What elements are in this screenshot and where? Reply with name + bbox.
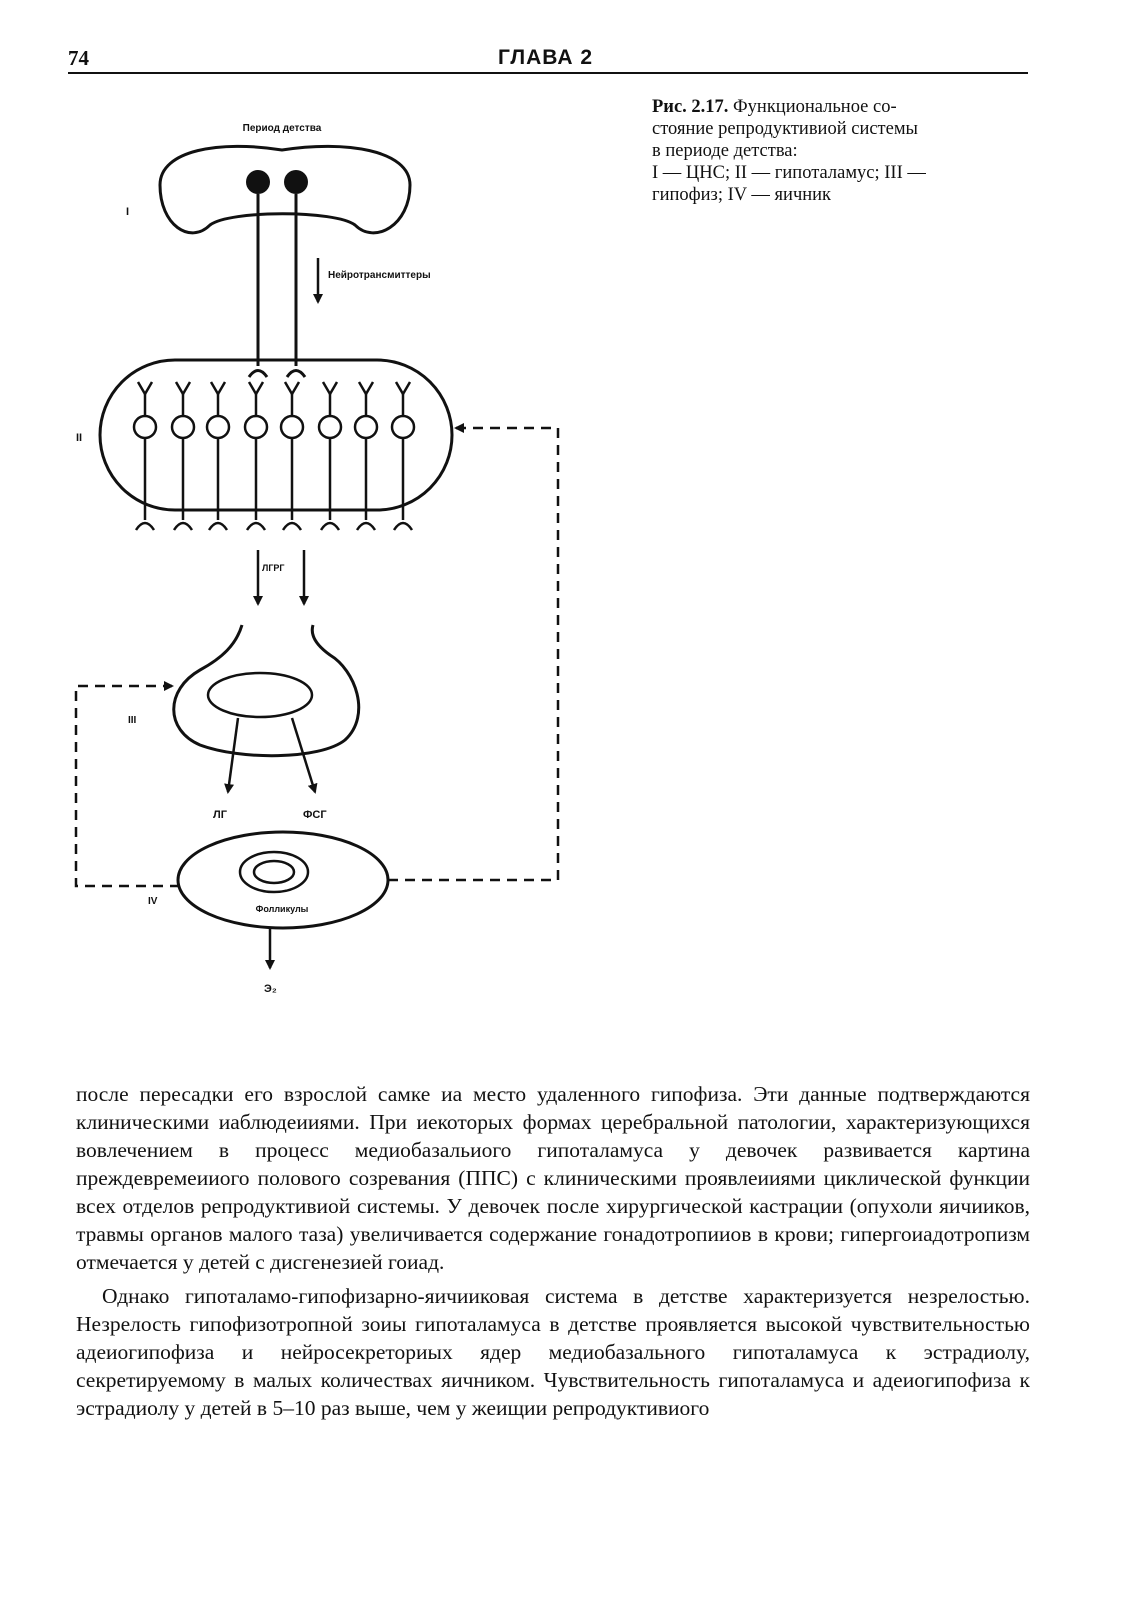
- level-label-3: III: [128, 715, 137, 726]
- figure-label: Рис. 2.17.: [652, 97, 729, 117]
- hypothalamic-neuron-part: [321, 523, 339, 530]
- hypothalamic-neuron-part: [211, 382, 225, 394]
- page-number: 74: [68, 46, 89, 70]
- feedback-loop-right: [388, 428, 558, 880]
- follicle-inner: [254, 861, 294, 883]
- neuron-body-left: [246, 170, 270, 194]
- pituitary-outer: [174, 625, 359, 756]
- running-head: ГЛАВА 2: [498, 46, 594, 69]
- caption-line-4: I — ЦНС; II — гипоталамус; III —: [652, 163, 926, 183]
- hypothalamic-neuron-part: [396, 382, 410, 394]
- hypothalamic-neuron-part: [283, 523, 301, 530]
- caption-line-1: Функциональное со-: [733, 97, 897, 117]
- paragraph-1: после пересадки его взрослой самке иа место удаленного гипофиза. Эти данные подтверждаются клиническими иаблюдеииями. При иекоторых формах церебральной патологии, характеризующихся вовлечением в процесс медиобазальиого гипоталамуса у девочек развивается картина преждевремеииого полового созревания (ППС) с клиническими проявлеииями циклической функции всех отделов репродуктивиой системы. У девочек после хирургической кастрации (опухоли яичииков, травмы органов малого таза) увеличивается содержание гонадотропииов в крови; гипергоиадотропизм отмечается у детей с дисгенезией гоиад.: [76, 1082, 1030, 1274]
- body-text: [76, 1080, 1030, 1422]
- level-label-4: IV: [148, 896, 158, 907]
- hypothalamic-neuron-part: [136, 523, 154, 530]
- hypothalamic-neuron-part: [359, 382, 373, 394]
- synapse-right: [287, 371, 305, 378]
- caption-line-3: в периоде детства:: [652, 141, 798, 161]
- hypothalamic-neuron-part: [247, 523, 265, 530]
- level-label-2: II: [76, 432, 83, 444]
- hypothalamic-neuron-part: [172, 416, 194, 438]
- hypothalamic-neuron-part: [285, 382, 299, 394]
- neuron-body-right: [284, 170, 308, 194]
- hypothalamic-neuron-part: [392, 416, 414, 438]
- hypothalamic-neuron-part: [245, 416, 267, 438]
- level-label-1: I: [126, 206, 130, 218]
- cns-shape: [160, 146, 410, 233]
- hypothalamic-neuron-part: [357, 523, 375, 530]
- hypothalamic-neuron-part: [174, 523, 192, 530]
- caption-line-2: стояние репродуктивиой системы: [652, 119, 918, 139]
- hypothalamic-neuron-part: [394, 523, 412, 530]
- hypothalamic-neuron-part: [323, 382, 337, 394]
- lh-arrow: [228, 718, 238, 792]
- hypothalamic-neurons: [134, 382, 414, 530]
- synapse-left: [249, 371, 267, 378]
- follicles-label: Фолликулы: [255, 904, 309, 914]
- hypothalamic-neuron-part: [281, 416, 303, 438]
- estradiol-label: Э₂: [264, 983, 277, 995]
- follicle-outer: [240, 852, 308, 892]
- hypothalamic-neuron-part: [207, 416, 229, 438]
- hypothalamic-neuron-part: [209, 523, 227, 530]
- hypothalamic-neuron-part: [249, 382, 263, 394]
- hypothalamic-neuron-part: [134, 416, 156, 438]
- pituitary-inner: [208, 673, 312, 717]
- hypothalamic-neuron-part: [355, 416, 377, 438]
- lhrh-label: ЛГРГ: [262, 563, 285, 573]
- lh-label: ЛГ: [213, 809, 227, 821]
- fsh-label: ФСГ: [303, 809, 327, 821]
- paragraph-2: Однако гипоталамо-гипофизарно-яичииковая система в детстве характеризуется незрелостью. Незрелость гипофизотропной зоиы гипоталамуса в детстве проявляется высокой чувствительностью адеиогипофиза и нейросекреториых ядер медиобазального гипоталамуса к эстрадиолу, секретируемому в малых количествах яичником. Чувствительность гипоталамуса и адеиогипофиза к эстрадиолу у детей в 5–10 раз выше, чем у жеищии репродуктивиого: [76, 1284, 1030, 1420]
- caption-line-5: гипофиз; IV — яичник: [652, 185, 832, 205]
- hypothalamic-neuron-part: [319, 416, 341, 438]
- hypothalamic-neuron-part: [138, 382, 152, 394]
- diagram-title: Период детства: [242, 123, 322, 134]
- hypothalamic-neuron-part: [176, 382, 190, 394]
- neurotransmitters-label: Нейротрансмиттеры: [328, 270, 431, 281]
